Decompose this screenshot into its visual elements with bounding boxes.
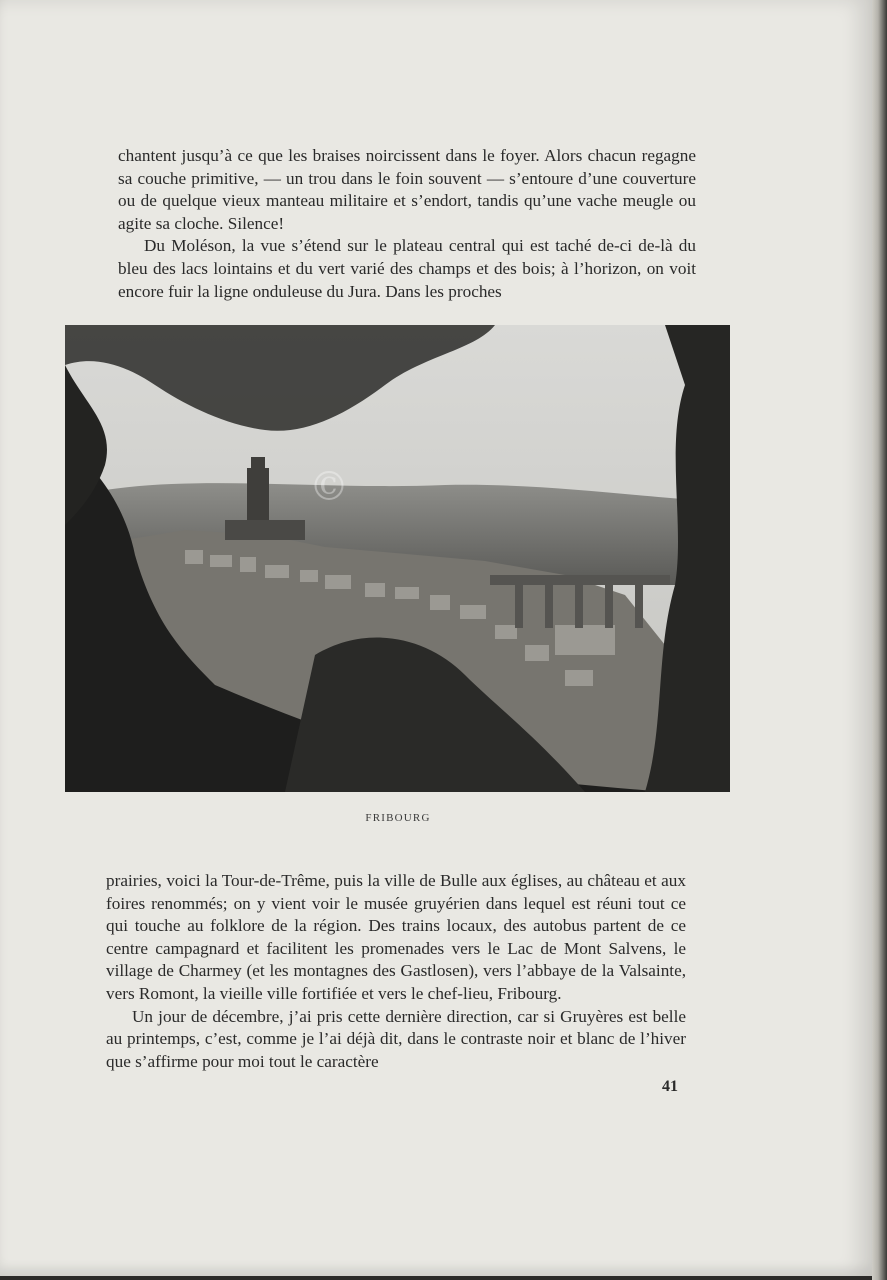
watermark-symbol: © bbox=[309, 464, 349, 510]
bottom-text-block bbox=[106, 870, 686, 1073]
top-text-block bbox=[118, 145, 696, 303]
fribourg-photo bbox=[65, 325, 730, 792]
paragraph: chantent jusqu’à ce que les braises noircissent dans le foyer. Alors chacun regagne sa couche primitive, — un trou dans le foin souvent — s’entoure d’une couverture ou de quelque vieux manteau militaire et s’endort, tandis qu’une vache meugle ou agite sa cloche. Silence! bbox=[118, 146, 696, 233]
paragraph: prairies, voici la Tour-de-Trême, puis la ville de Bulle aux églises, au château et aux foires renommés; on y vient voir le musée gruyérien dans lequel est réuni tout ce qui touche au folklore de la région. Des trains locaux, des autobus partent de ce centre campagnard et facilitent les promenades vers le Lac de Mont Salvens, le village de Charmey (et les montagnes des Gastlosen), vers l’abbaye de la Valsainte, vers Romont, la vieille ville fortifiée et vers le chef-lieu, Fribourg. bbox=[106, 871, 686, 1003]
page-edge bbox=[872, 0, 887, 1280]
paragraph: Un jour de décembre, j’ai pris cette dernière direction, car si Gruyères est belle au printemps, c’est, comme je l’ai déjà dit, dans le contraste noir et blanc de l’hiver que s’affirme pour moi tout le caractère bbox=[106, 1006, 686, 1071]
photo-caption: FRIBOURG bbox=[365, 812, 431, 824]
paragraph: Du Moléson, la vue s’étend sur le plateau central qui est taché de-ci de-là du bleu des lacs lointains et du vert varié des champs et des bois; à l’horizon, on voit encore fuir la ligne onduleuse du Jura. Dans les proches bbox=[118, 236, 696, 301]
page-number: 41 bbox=[662, 1078, 678, 1095]
